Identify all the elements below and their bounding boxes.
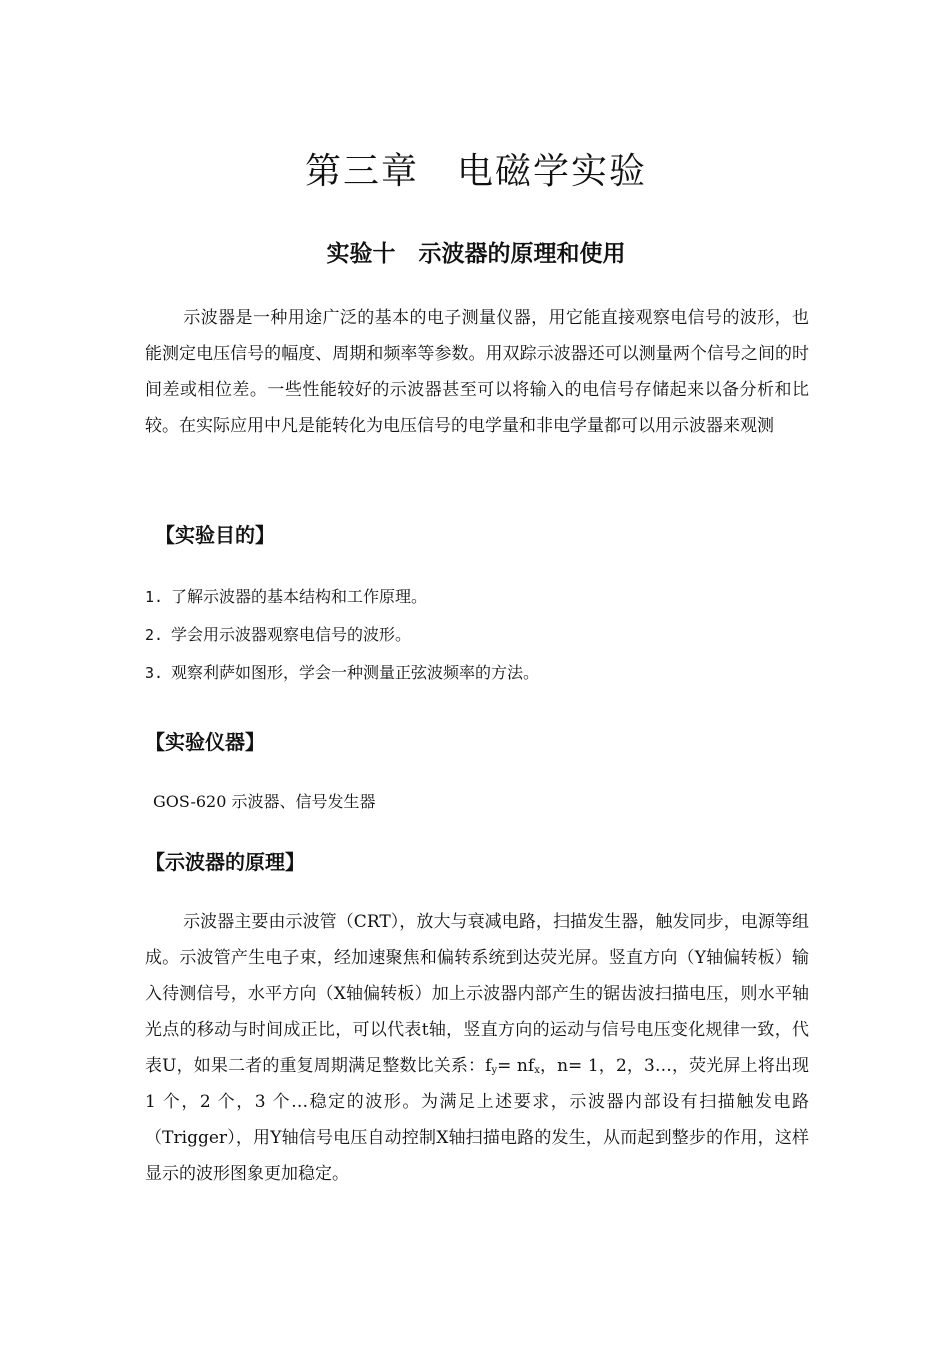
list-item-text: 观察利萨如图形，学会一种测量正弦波频率的方法。 <box>171 663 540 682</box>
instruments-text: GOS-620 示波器、信号发生器 <box>153 792 376 811</box>
section-heading-instruments: 【实验仪器】 <box>145 730 265 754</box>
experiment-title: 实验十 示波器的原理和使用 <box>326 241 626 267</box>
intro-paragraph <box>145 300 809 444</box>
list-item-text: 了解示波器的基本结构和工作原理。 <box>171 587 428 606</box>
list-item <box>145 616 539 654</box>
list-item-number: 1. <box>145 588 164 606</box>
list-item-text: 学会用示波器观察电信号的波形。 <box>171 625 412 644</box>
section-heading-principle: 【示波器的原理】 <box>145 850 305 874</box>
purpose-list <box>145 578 539 692</box>
list-item <box>145 654 539 692</box>
principle-text-part1: 示波器主要由示波管（CRT），放大与衰减电路，扫描发生器，触发同步，电源等组成。示波管产生电子束，经加速聚焦和偏转系统到达荧光屏。竖直方向（Y轴偏转板）输入待测信号，水平方向（X轴偏转板）加上示波器内部产生的锯齿波扫描电压，则水平轴光点的移动与时间成正比，可以代表t轴，竖直方向的运动与信号电压变化规律一致，代表U，如果二者的重复周期满足整数比关系：f <box>145 912 809 1076</box>
intro-text: 示波器是一种用途广泛的基本的电子测量仪器，用它能直接观察电信号的波形，也能测定电压信号的幅度、周期和频率等参数。用双踪示波器还可以测量两个信号之间的时间差或相位差。一些性能较好的示波器甚至可以将输入的电信号存储起来以备分析和比较。在实际应用中凡是能转化为电压信号的电学量和非电学量都可以用示波器来观测 <box>145 308 809 436</box>
subscript-x: x <box>534 1065 540 1076</box>
principle-paragraph <box>145 904 809 1192</box>
chapter-title: 第三章 电磁学实验 <box>304 151 647 192</box>
section-heading-purpose: 【实验目的】 <box>155 523 275 547</box>
principle-text-part2: = nf <box>497 1056 535 1076</box>
principle-text-part3: ，n= 1，2，3…，荧光屏上将出现 1 个，2 个，3 个…稳定的波形。为满足上述要求，示波器内部设有扫描触发电路（Trigger），用Y轴信号电压自动控制X轴扫描电路的发生，从而起到整步的作用，这样显示的波形图象更加稳定。 <box>145 1056 810 1184</box>
list-item-number: 2. <box>145 626 164 644</box>
list-item-number: 3. <box>145 664 164 682</box>
list-item <box>145 578 539 616</box>
subscript-y: y <box>491 1065 498 1076</box>
